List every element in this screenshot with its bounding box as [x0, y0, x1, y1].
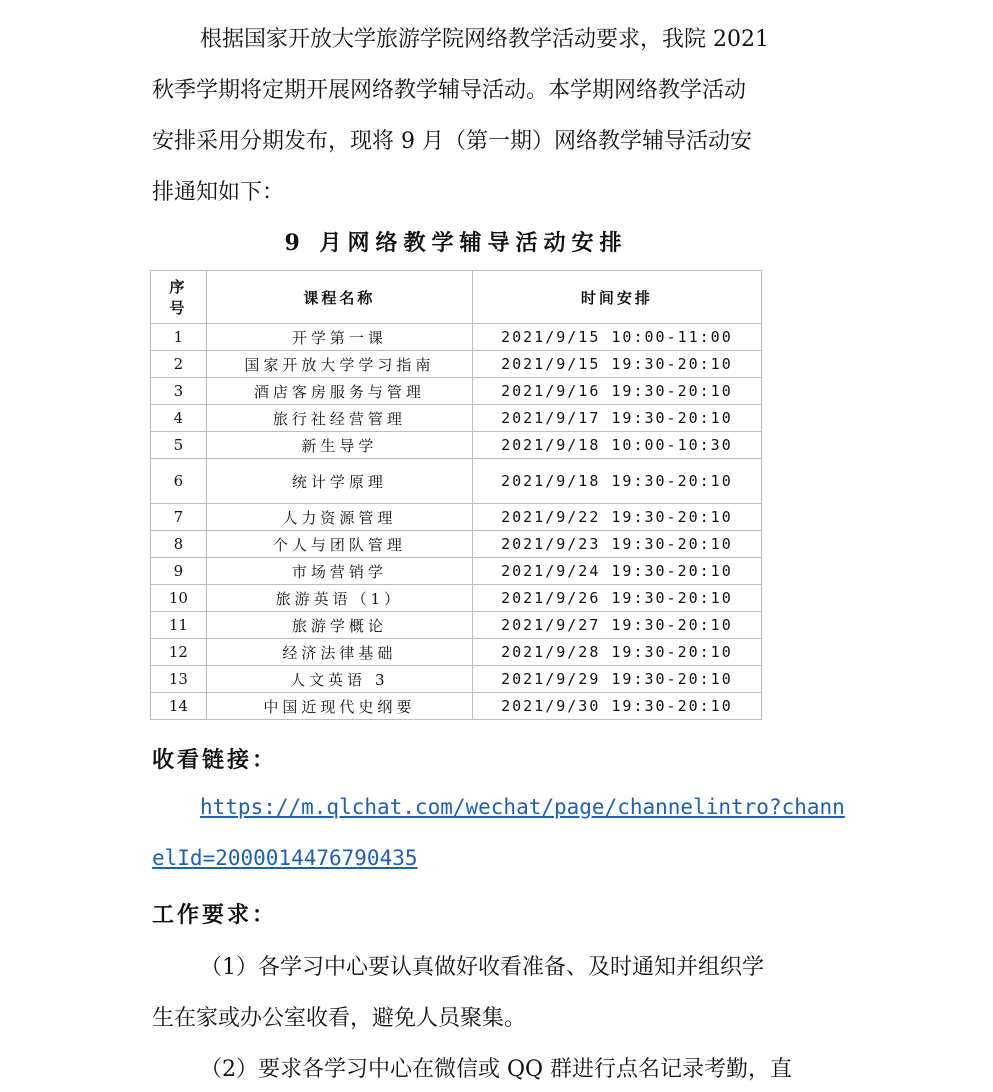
- row-index: 10: [151, 585, 207, 612]
- row-course: 市场营销学: [206, 558, 472, 585]
- row-time: 2021/9/18 19:30-20:10: [472, 459, 761, 504]
- table-row: [151, 693, 762, 720]
- row-course: 经济法律基础: [206, 639, 472, 666]
- table-row: [151, 666, 762, 693]
- row-index: 13: [151, 666, 207, 693]
- row-time: 2021/9/15 10:00-11:00: [472, 324, 761, 351]
- table-row: [151, 504, 762, 531]
- row-time: 2021/9/18 10:00-10:30: [472, 432, 761, 459]
- header-index-line2: 号: [169, 299, 188, 317]
- row-time: 2021/9/24 19:30-20:10: [472, 558, 761, 585]
- row-index: 9: [151, 558, 207, 585]
- table-row: [151, 351, 762, 378]
- row-index: 5: [151, 432, 207, 459]
- table-row: [151, 531, 762, 558]
- row-index: 3: [151, 378, 207, 405]
- intro-line-1: 根据国家开放大学旅游学院网络教学活动要求，我院 2021: [200, 27, 769, 52]
- header-time: 时间安排: [472, 271, 761, 324]
- table-row: [151, 612, 762, 639]
- row-course: 人文英语 3: [206, 666, 472, 693]
- row-time: 2021/9/22 19:30-20:10: [472, 504, 761, 531]
- row-index: 14: [151, 693, 207, 720]
- table-row: [151, 405, 762, 432]
- row-course: 开学第一课: [206, 324, 472, 351]
- row-index: 7: [151, 504, 207, 531]
- intro-line-3: 安排采用分期发布，现将 9 月（第一期）网络教学辅导活动安: [152, 129, 752, 154]
- watch-link-part2[interactable]: elId=2000014476790435: [152, 846, 418, 870]
- header-course: 课程名称: [206, 271, 472, 324]
- table-row: [151, 324, 762, 351]
- row-index: 11: [151, 612, 207, 639]
- row-index: 4: [151, 405, 207, 432]
- row-time: 2021/9/26 19:30-20:10: [472, 585, 761, 612]
- row-course: 旅游学概论: [206, 612, 472, 639]
- row-course: 国家开放大学学习指南: [206, 351, 472, 378]
- row-time: 2021/9/29 19:30-20:10: [472, 666, 761, 693]
- row-index: 12: [151, 639, 207, 666]
- row-index: 1: [151, 324, 207, 351]
- table-title: 9 月网络教学辅导活动安排: [284, 230, 628, 256]
- row-course: 旅游英语（1）: [206, 585, 472, 612]
- row-time: 2021/9/28 19:30-20:10: [472, 639, 761, 666]
- watch-link-part1[interactable]: https://m.qlchat.com/wechat/page/channelintro?chann: [200, 795, 845, 819]
- row-time: 2021/9/15 19:30-20:10: [472, 351, 761, 378]
- table-header-row: [151, 271, 762, 324]
- header-index: [151, 271, 207, 324]
- row-course: 个人与团队管理: [206, 531, 472, 558]
- intro-line-4: 排通知如下：: [152, 180, 285, 205]
- row-time: 2021/9/30 19:30-20:10: [472, 693, 761, 720]
- requirement-1-line1: （1）各学习中心要认真做好收看准备、及时通知并组织学: [200, 955, 764, 980]
- header-index-line1: 序: [169, 278, 188, 296]
- row-index: 6: [151, 459, 207, 504]
- table-row: [151, 639, 762, 666]
- row-course: 酒店客房服务与管理: [206, 378, 472, 405]
- row-time: 2021/9/23 19:30-20:10: [472, 531, 761, 558]
- intro-line-2: 秋季学期将定期开展网络教学辅导活动。本学期网络教学活动: [152, 78, 747, 103]
- table-row: [151, 378, 762, 405]
- row-index: 8: [151, 531, 207, 558]
- table-row: [151, 558, 762, 585]
- row-course: 中国近现代史纲要: [206, 693, 472, 720]
- requirement-2-line1: （2）要求各学习中心在微信或 QQ 群进行点名记录考勤，直: [200, 1057, 793, 1082]
- watch-heading: 收看链接：: [152, 747, 278, 773]
- row-course: 新生导学: [206, 432, 472, 459]
- row-course: 人力资源管理: [206, 504, 472, 531]
- table-row: [151, 459, 762, 504]
- row-time: 2021/9/27 19:30-20:10: [472, 612, 761, 639]
- table-row: [151, 432, 762, 459]
- row-index: 2: [151, 351, 207, 378]
- requirements-heading: 工作要求：: [152, 902, 278, 928]
- row-time: 2021/9/16 19:30-20:10: [472, 378, 761, 405]
- table-row: [151, 585, 762, 612]
- row-course: 旅行社经营管理: [206, 405, 472, 432]
- row-time: 2021/9/17 19:30-20:10: [472, 405, 761, 432]
- schedule-table: [150, 270, 762, 720]
- row-course: 统计学原理: [206, 459, 472, 504]
- requirement-1-line2: 生在家或办公室收看，避免人员聚集。: [152, 1006, 527, 1031]
